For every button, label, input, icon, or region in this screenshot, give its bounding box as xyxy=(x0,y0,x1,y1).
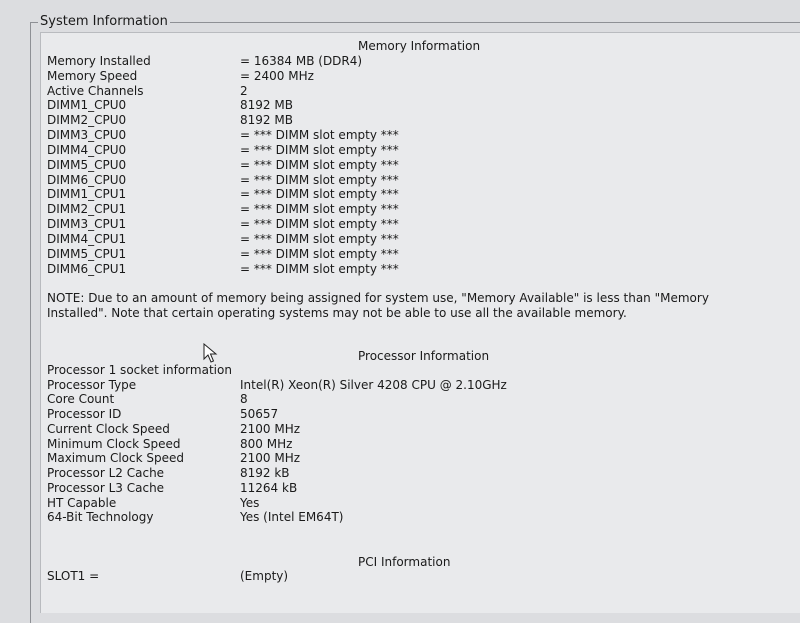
memory-row-value: = *** DIMM slot empty *** xyxy=(240,217,399,231)
processor-row-value: 800 MHz xyxy=(240,437,293,451)
memory-row-value: = *** DIMM slot empty *** xyxy=(240,202,399,216)
processor-row-value: 50657 xyxy=(240,407,279,421)
memory-row-label: DIMM3_CPU0 xyxy=(47,128,127,142)
memory-row-value: = *** DIMM slot empty *** xyxy=(240,173,399,187)
processor-row-value: 11264 kB xyxy=(240,481,298,495)
processor-row-value: 8 xyxy=(240,392,248,406)
processor-row-label: Processor L2 Cache xyxy=(47,466,165,480)
memory-row-value: 8192 MB xyxy=(240,113,293,127)
memory-row-label: DIMM2_CPU1 xyxy=(47,202,127,216)
memory-row-label: DIMM5_CPU1 xyxy=(47,247,127,261)
processor-row-label: Current Clock Speed xyxy=(47,422,170,436)
memory-row-label: Active Channels xyxy=(47,84,144,98)
memory-row-label: Memory Installed xyxy=(47,54,151,68)
processor-row-value: 2100 MHz xyxy=(240,451,301,465)
memory-row-value: = 16384 MB (DDR4) xyxy=(240,54,363,68)
processor-row-label: Maximum Clock Speed xyxy=(47,451,184,465)
memory-row-value: = *** DIMM slot empty *** xyxy=(240,158,399,172)
memory-row-value: = *** DIMM slot empty *** xyxy=(240,232,399,246)
memory-row-value: = *** DIMM slot empty *** xyxy=(240,128,399,142)
pci-row-label: SLOT1 = xyxy=(47,569,100,583)
memory-row-label: DIMM1_CPU1 xyxy=(47,187,127,201)
processor-section-title: Processor Information xyxy=(358,349,490,363)
memory-row-label: DIMM1_CPU0 xyxy=(47,98,127,112)
memory-row-label: DIMM3_CPU1 xyxy=(47,217,127,231)
processor-row-label: Core Count xyxy=(47,392,115,406)
memory-row-label: Memory Speed xyxy=(47,69,138,83)
pci-row-value: (Empty) xyxy=(240,569,289,583)
processor-row-label: HT Capable xyxy=(47,496,117,510)
memory-row-value: = *** DIMM slot empty *** xyxy=(240,262,399,276)
mouse-pointer-icon xyxy=(203,343,219,363)
memory-row-value: 8192 MB xyxy=(240,98,293,112)
memory-row-label: DIMM6_CPU0 xyxy=(47,173,127,187)
memory-row-label: DIMM6_CPU1 xyxy=(47,262,127,276)
processor-row-value: 2100 MHz xyxy=(240,422,301,436)
memory-row-value: 2 xyxy=(240,84,248,98)
memory-row-value: = 2400 MHz xyxy=(240,69,314,83)
processor-row-label: Processor Type xyxy=(47,378,137,392)
pci-section-title: PCI Information xyxy=(358,555,451,569)
group-title: System Information xyxy=(40,14,168,29)
processor-row-value: Yes (Intel EM64T) xyxy=(240,510,344,524)
memory-row-label: DIMM4_CPU0 xyxy=(47,143,127,157)
memory-row-value: = *** DIMM slot empty *** xyxy=(240,143,399,157)
memory-row-label: DIMM4_CPU1 xyxy=(47,232,127,246)
memory-row-value: = *** DIMM slot empty *** xyxy=(240,187,399,201)
info-panel[interactable] xyxy=(40,32,800,613)
processor-row-label: Processor ID xyxy=(47,407,122,421)
processor-row-label: Processor L3 Cache xyxy=(47,481,165,495)
processor-row-label: Minimum Clock Speed xyxy=(47,437,181,451)
memory-row-value: = *** DIMM slot empty *** xyxy=(240,247,399,261)
processor-row-value: Intel(R) Xeon(R) Silver 4208 CPU @ 2.10GHz xyxy=(240,378,507,392)
processor-row-value: 8192 kB xyxy=(240,466,290,480)
memory-note: NOTE: Due to an amount of memory being assigned for system use, "Memory Available" is less than "Memory Installed". Note that certain operating systems may not be able to use all the available memory. xyxy=(47,291,709,320)
processor-row-label: 64-Bit Technology xyxy=(47,510,154,524)
processor-socket-label: Processor 1 socket information xyxy=(47,363,232,377)
memory-row-label: DIMM2_CPU0 xyxy=(47,113,127,127)
processor-row-value: Yes xyxy=(240,496,260,510)
memory-section-title: Memory Information xyxy=(358,39,481,53)
memory-row-label: DIMM5_CPU0 xyxy=(47,158,127,172)
